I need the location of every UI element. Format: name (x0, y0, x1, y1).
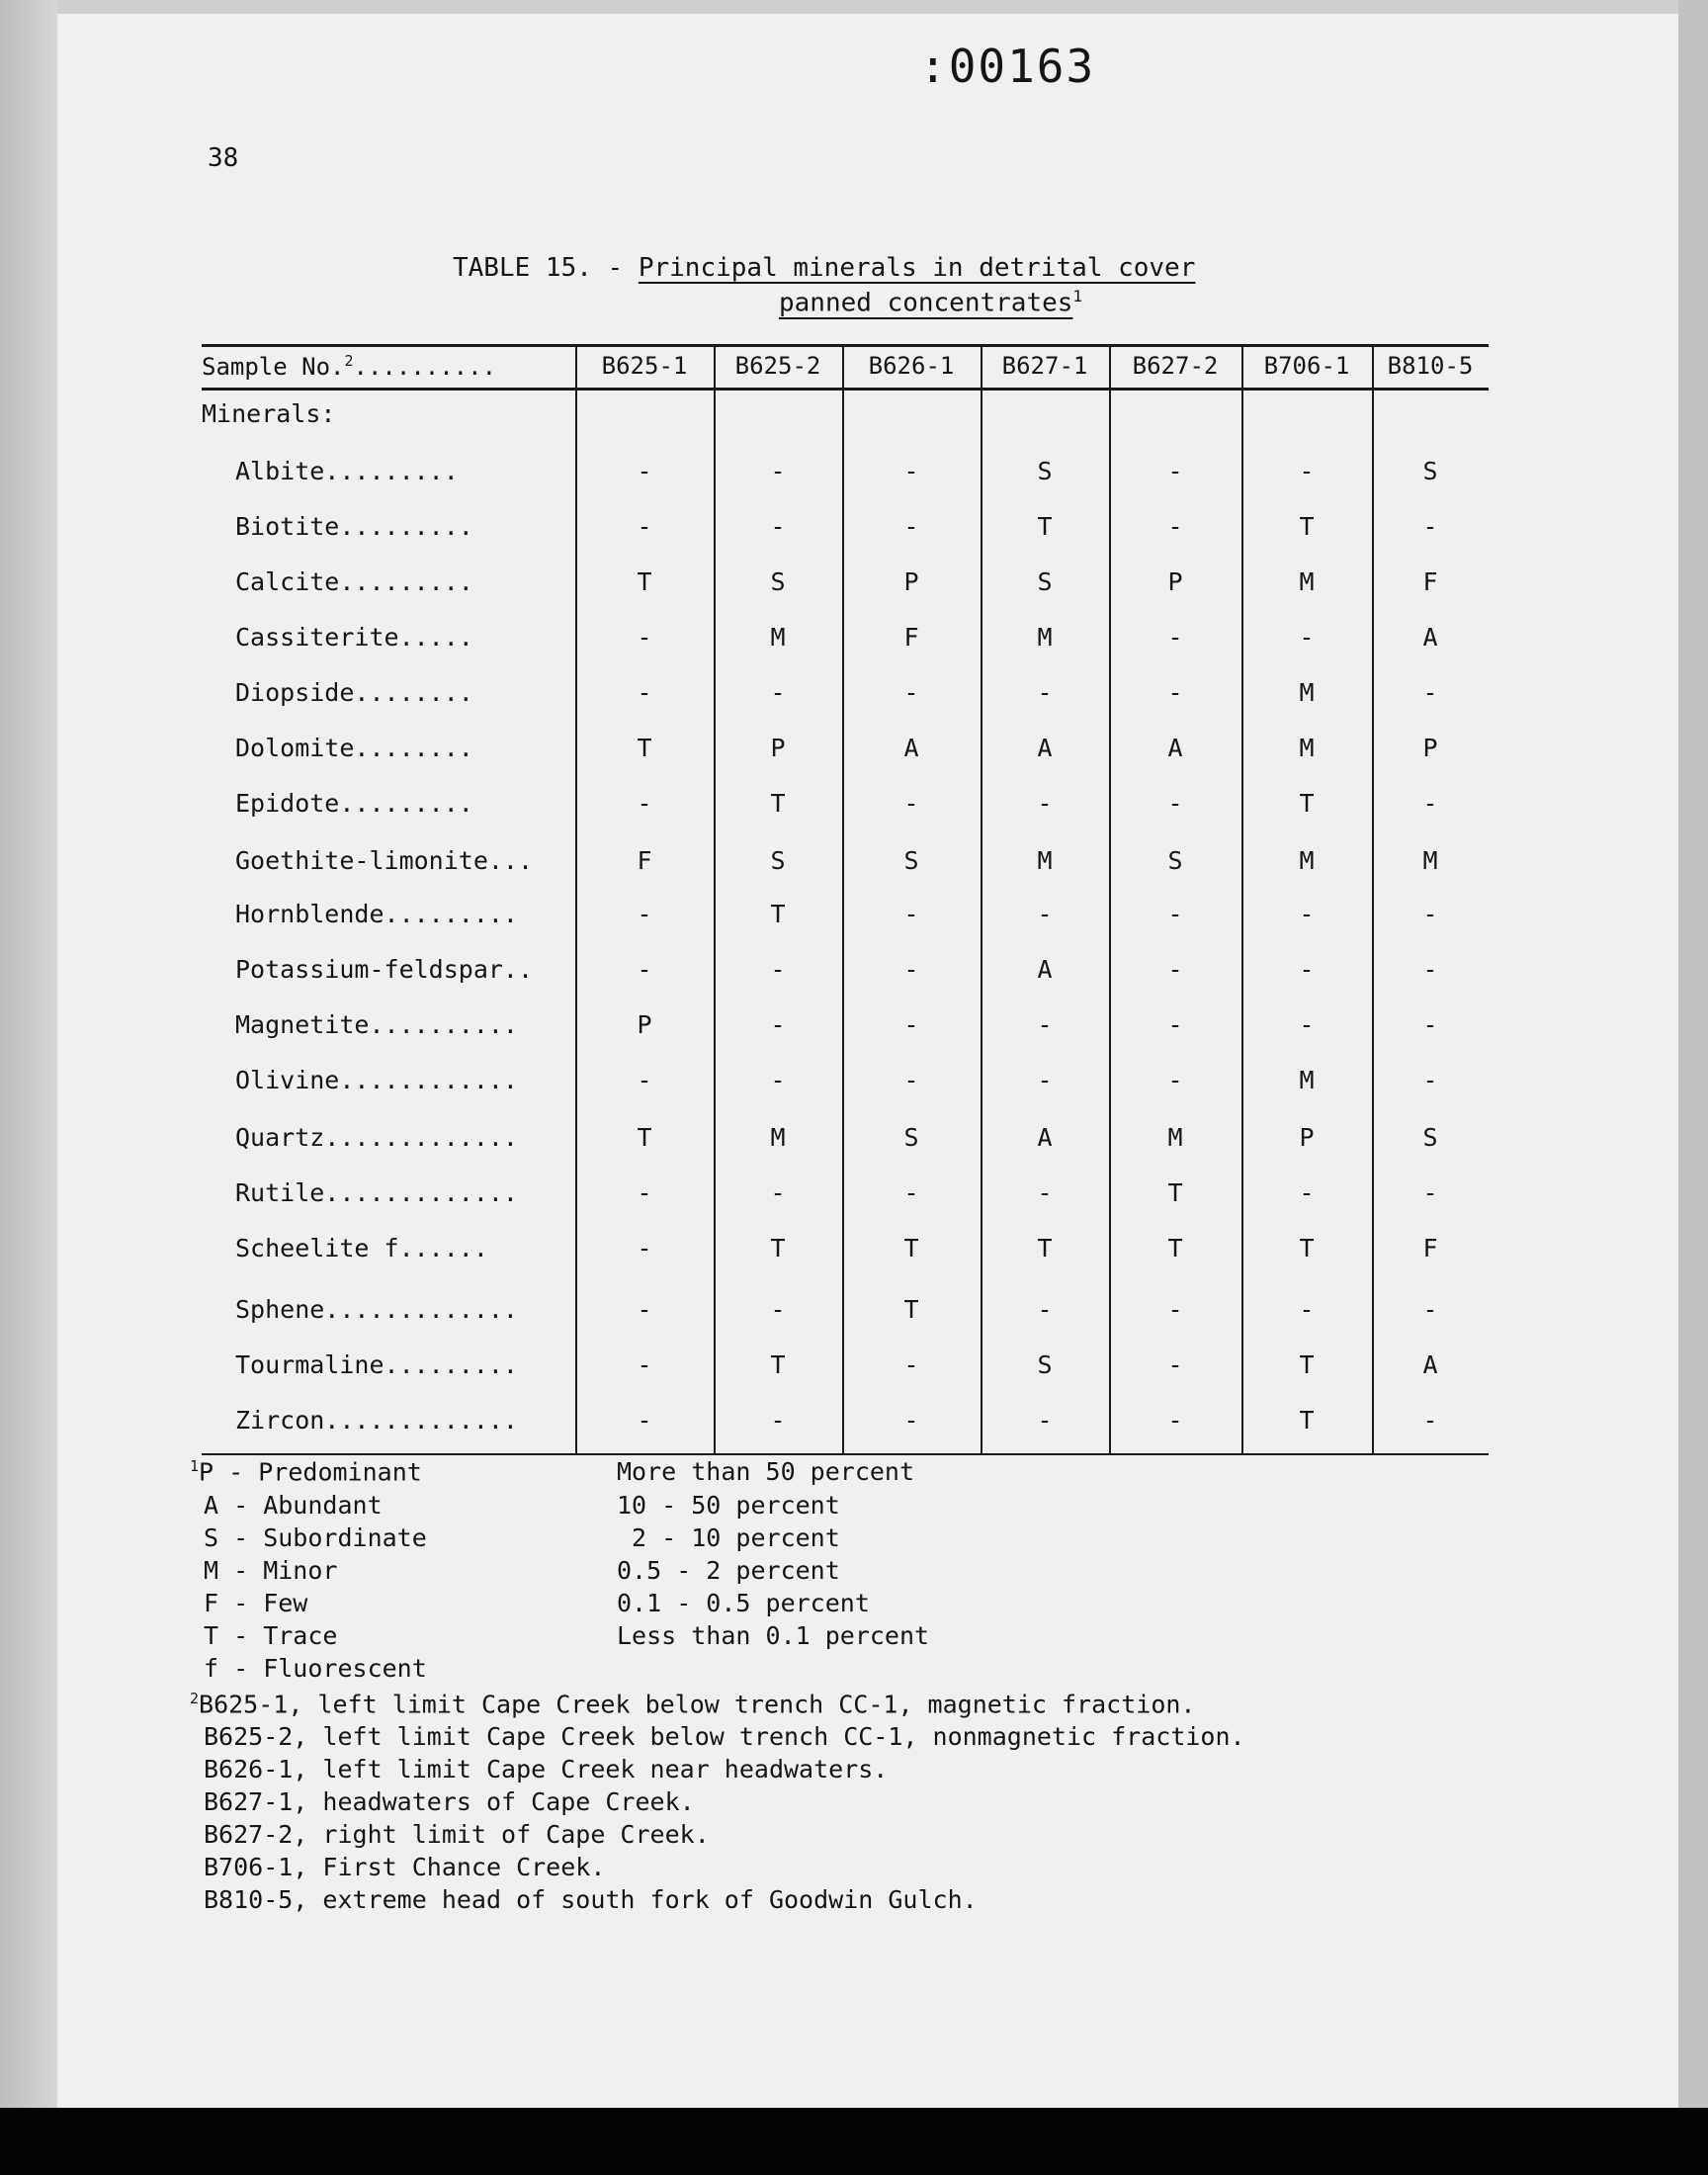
table-cell: T (1037, 1234, 1053, 1262)
table-cell: S (903, 1123, 919, 1152)
table-cell: - (1037, 789, 1053, 818)
table-cell: A (1037, 955, 1053, 984)
column-divider (714, 344, 716, 1453)
table-cell: T (1299, 1406, 1315, 1435)
legend-description: 10 - 50 percent (617, 1491, 840, 1520)
table-cell: A (1167, 734, 1183, 762)
table-cell: - (903, 900, 919, 928)
table-cell: - (1299, 1295, 1315, 1324)
table-cell: - (1422, 789, 1438, 818)
table-cell: - (903, 955, 919, 984)
table-cell: - (903, 1066, 919, 1094)
table-cell: F (1422, 1234, 1438, 1262)
table-cell: S (1037, 1350, 1053, 1379)
table-cell: - (1167, 955, 1183, 984)
legend-code (190, 1457, 422, 1486)
table-cell: - (1422, 512, 1438, 541)
table-cell: - (1422, 1178, 1438, 1207)
table-cell: A (1422, 623, 1438, 652)
table-title-prefix: TABLE 15. - (453, 253, 639, 283)
table-cell: - (1167, 512, 1183, 541)
table-cell: M (1422, 846, 1438, 875)
scanner-bottom-band (0, 2108, 1708, 2175)
table-cell: - (1167, 1406, 1183, 1435)
table-cell: A (1037, 734, 1053, 762)
table-cell: - (1167, 1350, 1183, 1379)
table-cell: T (1167, 1234, 1183, 1262)
mineral-label: Calcite......... (235, 567, 473, 596)
table-cell: - (1167, 457, 1183, 485)
mineral-label: Albite......... (235, 457, 459, 485)
table-cell: - (1037, 1178, 1053, 1207)
table-cell: - (637, 900, 652, 928)
table-cell: T (770, 789, 786, 818)
table-cell: T (1299, 512, 1315, 541)
table-cell: P (903, 567, 919, 596)
table-cell: - (1422, 1295, 1438, 1324)
table-cell: T (1167, 1178, 1183, 1207)
column-divider (842, 344, 844, 1453)
table-cell: T (1037, 512, 1053, 541)
mineral-label: Cassiterite..... (235, 623, 473, 652)
column-header: B627-1 (1001, 352, 1088, 380)
sample-number-leader-dots: .......... (353, 353, 497, 381)
table-cell: - (1422, 1066, 1438, 1094)
minerals-heading: Minerals: (202, 399, 336, 428)
table-cell: - (637, 1178, 652, 1207)
table-cell: - (770, 1406, 786, 1435)
mineral-label: Olivine............ (235, 1066, 518, 1094)
column-header: B626-1 (868, 352, 955, 380)
mineral-label: Scheelite f...... (235, 1234, 488, 1262)
table-cell: P (770, 734, 786, 762)
table-cell: S (1037, 567, 1053, 596)
footnote-2-marker: 2 (190, 1690, 200, 1707)
table-cell: - (1422, 1406, 1438, 1435)
legend-code: F - Few (204, 1589, 308, 1617)
table-cell: - (1167, 1066, 1183, 1094)
table-cell: - (637, 1295, 652, 1324)
table-cell: - (1299, 457, 1315, 485)
table-cell: T (770, 1234, 786, 1262)
table-cell: A (1422, 1350, 1438, 1379)
page-number: 38 (208, 143, 239, 173)
mineral-label: Epidote......... (235, 789, 473, 818)
scanner-edge-right (1678, 0, 1708, 2108)
sample-footnote: B810-5, extreme head of south fork of Goodwin Gulch. (204, 1885, 978, 1914)
table-cell: M (1299, 734, 1315, 762)
legend-description: 0.1 - 0.5 percent (617, 1589, 870, 1617)
sample-number-header (202, 352, 496, 381)
table-cell: - (770, 1178, 786, 1207)
table-cell: - (1167, 789, 1183, 818)
sample-number-label: Sample No. (202, 353, 345, 381)
legend-description: More than 50 percent (617, 1457, 915, 1486)
column-header: B625-2 (734, 352, 821, 380)
legend-code: f - Fluorescent (204, 1654, 427, 1683)
table-cell: - (903, 789, 919, 818)
table-cell: S (903, 846, 919, 875)
table-cell: M (1037, 846, 1053, 875)
table-cell: - (637, 1234, 652, 1262)
mineral-label: Goethite-limonite... (235, 846, 534, 875)
table-cell: - (637, 457, 652, 485)
table-cell: S (1167, 846, 1183, 875)
column-header: B706-1 (1263, 352, 1350, 380)
table-cell: S (1422, 1123, 1438, 1152)
table-cell: T (903, 1295, 919, 1324)
table-cell: - (1167, 1010, 1183, 1039)
table-cell: T (637, 1123, 652, 1152)
table-cell: - (770, 1066, 786, 1094)
table-title-line2-wrap (779, 287, 1082, 318)
table-cell: T (637, 567, 652, 596)
legend-description: Less than 0.1 percent (617, 1621, 930, 1650)
header-bottom-rule (202, 388, 1489, 391)
table-cell: - (1037, 1010, 1053, 1039)
column-divider (1241, 344, 1243, 1453)
sample-number-footnote-marker: 2 (344, 352, 354, 370)
mineral-label: Potassium-feldspar.. (235, 955, 534, 984)
table-cell: F (1422, 567, 1438, 596)
table-cell: P (1422, 734, 1438, 762)
table-cell: - (637, 1406, 652, 1435)
table-cell: - (1422, 1010, 1438, 1039)
table-cell: - (903, 1350, 919, 1379)
table-cell: - (770, 512, 786, 541)
table-cell: T (770, 900, 786, 928)
table-top-rule (202, 344, 1489, 347)
table-cell: M (770, 1123, 786, 1152)
table-cell: M (1299, 567, 1315, 596)
table-cell: - (1037, 900, 1053, 928)
table-title (453, 253, 1195, 283)
table-cell: S (1422, 457, 1438, 485)
table-cell: - (1299, 1010, 1315, 1039)
table-cell: - (1037, 1406, 1053, 1435)
table-bottom-rule (202, 1453, 1489, 1455)
table-cell: - (1299, 955, 1315, 984)
table-cell: M (770, 623, 786, 652)
mineral-label: Quartz............. (235, 1123, 518, 1152)
table-cell: - (770, 457, 786, 485)
table-cell: - (1037, 678, 1053, 707)
sample-footnote: B627-1, headwaters of Cape Creek. (204, 1787, 695, 1816)
table-cell: M (1037, 623, 1053, 652)
table-cell: A (1037, 1123, 1053, 1152)
column-divider (981, 344, 982, 1453)
table-cell: - (1167, 1295, 1183, 1324)
table-cell: M (1299, 1066, 1315, 1094)
mineral-label: Hornblende......... (235, 900, 518, 928)
table-cell: T (637, 734, 652, 762)
table-cell: - (1037, 1066, 1053, 1094)
mineral-label: Rutile............. (235, 1178, 518, 1207)
table-cell: - (637, 955, 652, 984)
table-cell: - (1167, 623, 1183, 652)
archive-stamp-number: :00163 (919, 40, 1096, 93)
table-cell: - (903, 1178, 919, 1207)
table-cell: - (637, 789, 652, 818)
legend-description: 0.5 - 2 percent (617, 1556, 840, 1585)
sample-footnote (190, 1690, 1195, 1718)
table-cell: - (770, 1010, 786, 1039)
table-cell: - (770, 955, 786, 984)
table-cell: S (1037, 457, 1053, 485)
table-cell: - (1422, 955, 1438, 984)
column-divider (575, 344, 577, 1453)
table-cell: - (637, 678, 652, 707)
table-cell: - (1167, 678, 1183, 707)
table-title-line1: Principal minerals in detrital cover (638, 253, 1196, 283)
table-cell: T (1299, 1350, 1315, 1379)
table-cell: - (1037, 1295, 1053, 1324)
legend-code-text: P - Predominant (199, 1457, 422, 1487)
table-title-footnote-marker: 1 (1072, 287, 1083, 305)
table-cell: - (770, 1295, 786, 1324)
scanner-edge-left (0, 0, 57, 2108)
table-cell: - (637, 1066, 652, 1094)
mineral-label: Tourmaline......... (235, 1350, 518, 1379)
table-cell: - (1422, 678, 1438, 707)
table-cell: F (637, 846, 652, 875)
table-cell: - (903, 512, 919, 541)
table-cell: - (903, 1406, 919, 1435)
column-divider (1109, 344, 1111, 1453)
legend-code: T - Trace (204, 1621, 338, 1650)
sample-footnote: B706-1, First Chance Creek. (204, 1853, 606, 1881)
legend-code: S - Subordinate (204, 1523, 427, 1552)
table-cell: A (903, 734, 919, 762)
legend-description: 2 - 10 percent (617, 1523, 840, 1552)
mineral-label: Dolomite........ (235, 734, 473, 762)
column-divider (1372, 344, 1374, 1453)
column-header: B625-1 (601, 352, 688, 380)
table-cell: - (1299, 900, 1315, 928)
table-cell: - (1167, 900, 1183, 928)
table-cell: P (1299, 1123, 1315, 1152)
legend-code: M - Minor (204, 1556, 338, 1585)
mineral-label: Magnetite.......... (235, 1010, 518, 1039)
table-cell: S (770, 567, 786, 596)
table-cell: - (1299, 623, 1315, 652)
table-title-line2: panned concentrates (779, 288, 1073, 318)
table-cell: S (770, 846, 786, 875)
table-cell: M (1299, 678, 1315, 707)
table-cell: M (1167, 1123, 1183, 1152)
table-cell: - (903, 678, 919, 707)
mineral-label: Sphene............. (235, 1295, 518, 1324)
column-header: B810-5 (1387, 352, 1474, 380)
table-cell: - (637, 1350, 652, 1379)
table-cell: - (637, 623, 652, 652)
table-cell: - (903, 1010, 919, 1039)
sample-footnote-text: B625-1, left limit Cape Creek below trench CC-1, magnetic fraction. (199, 1690, 1196, 1719)
table-cell: T (770, 1350, 786, 1379)
sample-footnote: B626-1, left limit Cape Creek near headwaters. (204, 1755, 889, 1784)
table-cell: T (1299, 789, 1315, 818)
sample-footnote: B625-2, left limit Cape Creek below trench CC-1, nonmagnetic fraction. (204, 1722, 1245, 1751)
table-cell: - (903, 457, 919, 485)
footnote-1-marker: 1 (190, 1457, 200, 1475)
table-cell: - (1422, 900, 1438, 928)
table-cell: M (1299, 846, 1315, 875)
table-cell: - (637, 512, 652, 541)
mineral-label: Zircon............. (235, 1406, 518, 1435)
table-cell: P (637, 1010, 652, 1039)
table-cell: F (903, 623, 919, 652)
table-cell: T (1299, 1234, 1315, 1262)
table-cell: - (1299, 1178, 1315, 1207)
table-cell: T (903, 1234, 919, 1262)
table-cell: P (1167, 567, 1183, 596)
table-cell: - (770, 678, 786, 707)
column-header: B627-2 (1132, 352, 1219, 380)
mineral-label: Biotite......... (235, 512, 473, 541)
legend-code: A - Abundant (204, 1491, 383, 1520)
sample-footnote: B627-2, right limit of Cape Creek. (204, 1820, 710, 1849)
mineral-label: Diopside........ (235, 678, 473, 707)
